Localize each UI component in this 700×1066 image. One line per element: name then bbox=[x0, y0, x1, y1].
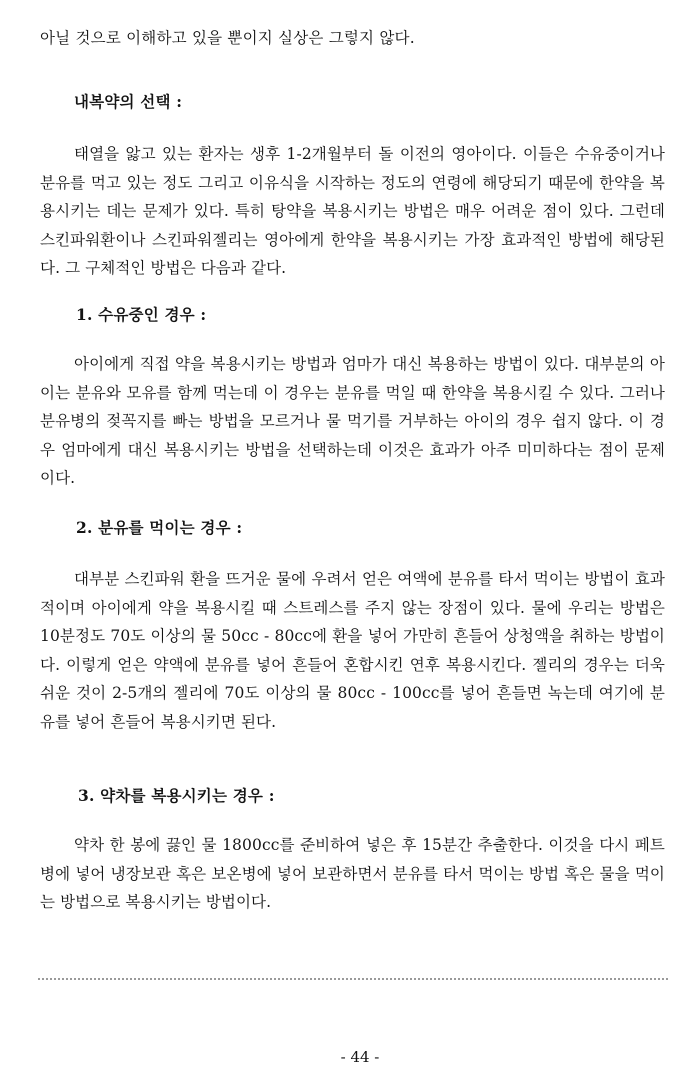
continuation-line: 아닐 것으로 이해하고 있을 뿐이지 실상은 그렇지 않다. bbox=[40, 29, 415, 47]
case-1-heading: 1. 수유중인 경우 : bbox=[76, 305, 207, 324]
case-1-body: 아이에게 직접 약을 복용시키는 방법과 엄마가 대신 복용하는 방법이 있다. 대부분의 아이는 분유와 모유를 함께 먹는데 이 경우는 분유를 먹일 때 한약을 복용시킬 수 있다. 그러나 분유병의 젖꼭지를 빠는 방법을 모르거나 물 먹기를 거부하는 아이의 경우 쉽지 않다. 이 경우 엄마에게 대신 복용시키는 방법을 선택하는데 이것은 효과가 아주 미미하다는 점이 문제이다. bbox=[40, 355, 666, 488]
case-2-heading: 2. 분유를 먹이는 경우 : bbox=[76, 518, 243, 537]
case-3-body: 약차 한 봉에 끓인 물 1800cc를 준비하여 넣은 후 15분간 추출한다. 이것을 다시 페트병에 넣어 냉장보관 혹은 보온병에 넣어 보관하면서 분유를 타서 먹이는 방법 혹은 물을 먹이는 방법으로 복용시키는 방법이다. bbox=[40, 836, 665, 912]
footer-divider bbox=[38, 978, 668, 984]
case-3-heading: 3. 약차를 복용시키는 경우 : bbox=[78, 786, 275, 805]
intro-paragraph: 태열을 앓고 있는 환자는 생후 1-2개월부터 돌 이전의 영아이다. 이들은 수유중이거나 분유를 먹고 있는 정도 그리고 이유식을 시작하는 정도의 연령에 해당되기 때문에 한약을 복용시키는 데는 문제가 있다. 특히 탕약을 복용시키는 방법은 매우 어려운 점이 있다. 그런데 스킨파워환이나 스킨파워젤리는 영아에게 한약을 복용시키는 가장 효과적인 방법에 해당된다. 그 구체적인 방법은 다음과 같다. bbox=[40, 145, 665, 278]
case-2-body: 대부분 스킨파워 환을 뜨거운 물에 우려서 얻은 여액에 분유를 타서 먹이는 방법이 효과적이며 아이에게 약을 복용시킬 때 스트레스를 주지 않는 장점이 있다. 물에 우리는 방법은 10분정도 70도 이상의 물 50cc - 80cc에 환을 넣어 가만히 흔들어 상청액을 취하는 방법이다. 이렇게 얻은 약액에 분유를 넣어 흔들어 혼합시킨 연후 복용시킨다. 젤리의 경우는 더욱 쉬운 것이 2-5개의 젤리에 70도 이상의 물 80cc - 100cc를 넣어 흔들면 녹는데 여기에 분유를 넣어 흔들어 복용시키면 된다. bbox=[40, 570, 665, 731]
section-title: 내복약의 선택 : bbox=[74, 92, 183, 111]
page-number: - 44 - bbox=[340, 1048, 380, 1066]
